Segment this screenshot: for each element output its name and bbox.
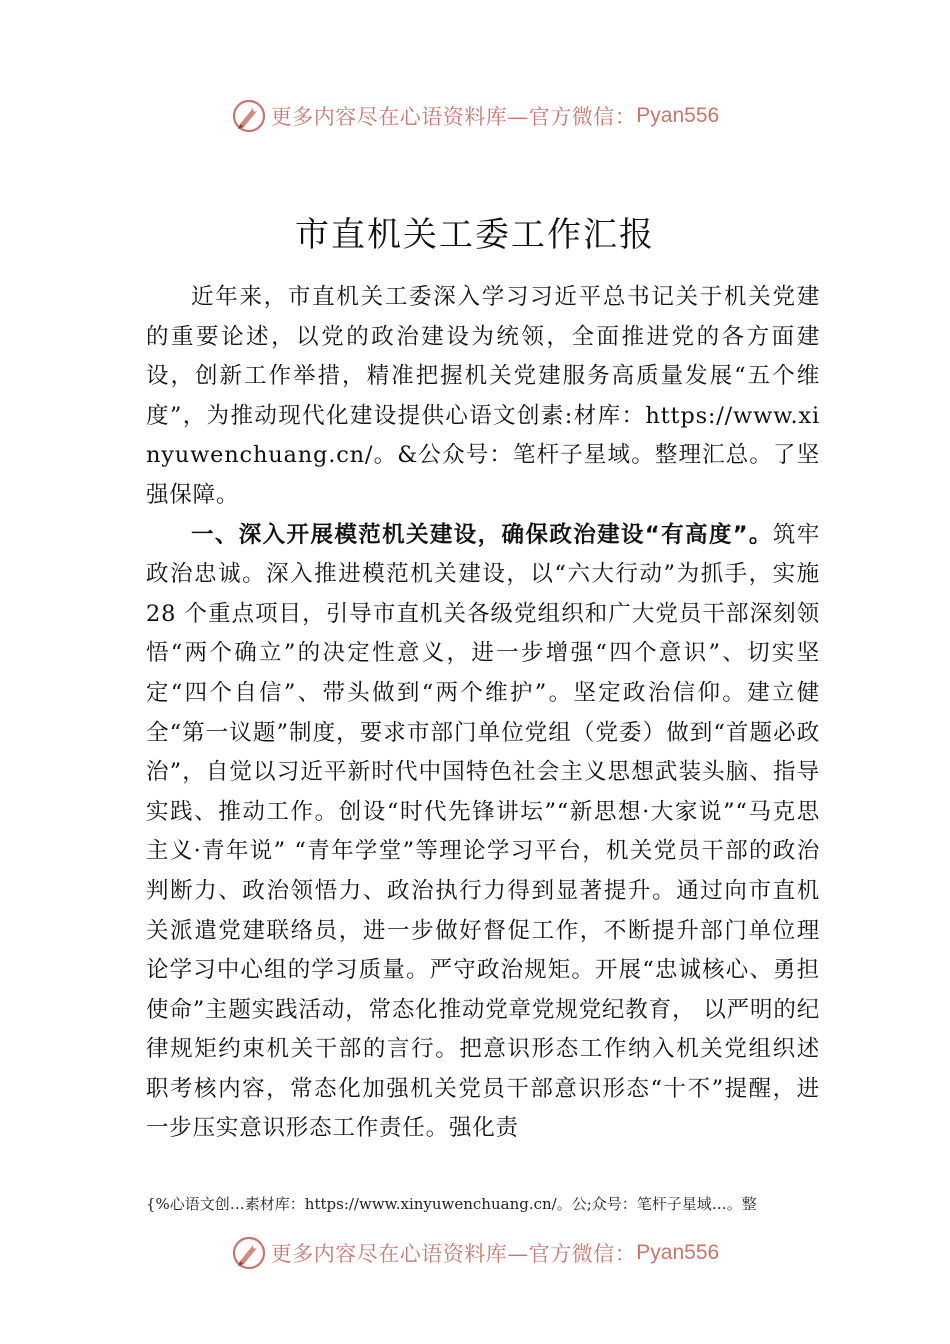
document-body — [146, 278, 820, 1149]
banner-wechat-id: Pyan556 — [636, 1241, 720, 1264]
section-1-body: 筑牢政治忠诚。深入推进模范机关建设，以“六大行动”为抓手，实施 28 个重点项目，引导市直机关各级党组织和广大党员干部深刻领悟“两个确立”的决定性意义，进一步增强“四个意识”、切实坚定“四个自信”、带头做到“两个维护”。坚定政治信仰。建立健全“第一议题”制度，要求市部门单位党组（党委）做到“首题必政治”，自觉以习近平新时代中国特色社会主义思想武装头脑、指导实践、推动工作。创设“时代先锋讲坛”“新思想·大家说”“马克思主义·青年说” “青年学堂”等理论学习平台，机关党员干部的政治判断力、政治领悟力、政治执行力得到显著提升。通过向市直机关派遣党建联络员，进一步做好督促工作，不断提升部门单位理论学习中心组的学习质量。严守政治规矩。开展“忠诚核心、勇担使命”主题实践活动，常态化推动党章党规党纪教育， 以严明的纪律规矩约束机关干部的言行。把意识形态工作纳入机关党组织述职考核内容，常态化加强机关党员干部意识形态“十不”提醒，进一步压实意识形态工作责任。强化责 — [146, 521, 821, 1142]
document-title: 市直机关工委工作汇报 — [295, 214, 655, 255]
header-watermark-banner — [0, 96, 950, 136]
banner-text: 更多内容尽在心语资料库—官方微信： — [270, 1242, 637, 1266]
banner-wechat-id: Pyan556 — [636, 104, 720, 127]
footer-watermark-banner — [0, 1233, 950, 1273]
pen-logo-icon — [231, 1235, 267, 1271]
intro-paragraph: 近年来，市直机关工委深入学习习近平总书记关于机关党建的重要论述，以党的政治建设为统领，全面推进党的各方面建设，创新工作举措，精准把握机关党建服务高质量发展“五个维度”，为推动现代化建设提供心语文创素:材库：https://www.xinyuwenchuang.cn/。&公众号：笔杆子星域。整理汇总。了坚强保障。 — [146, 284, 820, 508]
footer-source-note: {%心语文创…素材库：https://www.xinyuwenchuang.cn/。公;众号：笔杆子星域…。整 — [146, 1195, 757, 1213]
banner-text: 更多内容尽在心语资料库—官方微信： — [270, 105, 637, 129]
pen-logo-icon — [231, 98, 267, 134]
section-1-heading: 一、深入开展模范机关建设，确保政治建设“有高度”。 — [191, 521, 773, 548]
section-1-paragraph — [146, 516, 820, 1150]
